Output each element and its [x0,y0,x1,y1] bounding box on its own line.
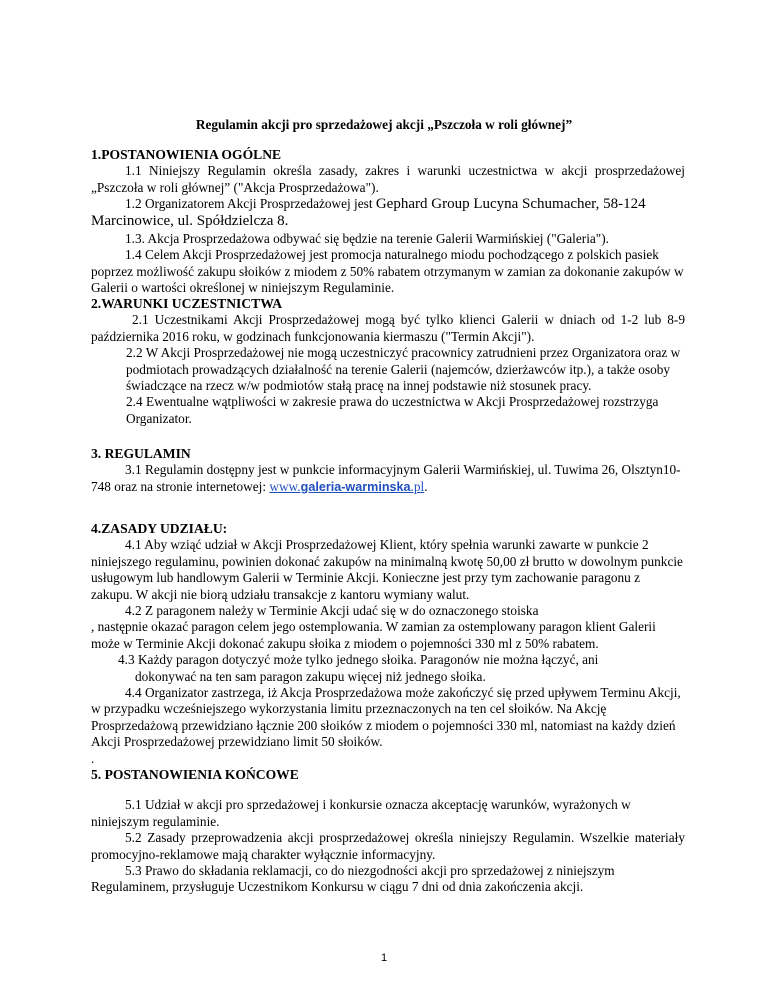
section-heading: 5. POSTANOWIENIA KOŃCOWE [91,767,299,782]
paragraph-2-4: 2.4 Ewentualne wątpliwości w zakresie prawa do uczestnictwa w Akcji Prosprzedażowej rozstrzyga Organizator. [126,394,659,426]
section-participation [91,296,685,427]
paragraph-5-2: 5.2 Zasady przeprowadzenia akcji prosprzedażowej określa niniejszy Regulamin. Wszelkie materiały promocyjno-reklamowe mają charakter wyłącznie informacyjny. [91,830,685,862]
paragraph-5-3: 5.3 Prawo do składania reklamacji, co do niezgodności akcji pro sprzedażowej z niniejszym Regulaminem, przysługuje Uczestnikom Konkursu w ciągu 7 dni od dnia zakończenia akcji. [91,863,615,895]
paragraph-3-1: 3.1 Regulamin dostępny jest w punkcie informacyjnym Galerii Warmińskiej, ul. Tuwima 26, Olsztyn10-748 oraz na stronie internetowej: www.galeria-warminska.pl. [91,462,681,494]
regulations-text: 3.1 Regulamin dostępny jest w punkcie informacyjnym Galerii Warmińskiej, ul. Tuwima 26, Olsztyn10-748 oraz na stronie internetowej: [91,462,681,494]
section-final-provisions [91,767,685,896]
website-link[interactable]: www.galeria-warminska.pl [269,478,425,494]
paragraph-4-1: 4.1 Aby wziąć udział w Akcji Prosprzedażowej Klient, który spełnia warunki zawarte w punkcie 2 niniejszego regulaminu, powinien dokonać zakupów na minimalną kwotę 50,00 zł brutto w dowolnym punkcie usługowym lub handlowym Galerii w Terminie Akcji. Konieczne jest przy tym zachowanie paragonu z zakupu. W akcji nie biorą udziału transakcje z kantoru wymiany walut. [91,537,683,602]
page-number: 1 [380,952,388,964]
document-title: Regulamin akcji pro sprzedażowej akcji „Pszczoła w roli głównej” [195,117,573,132]
paragraph-2-1: 2.1 Uczestnikami Akcji Prosprzedażowej mogą być tylko klienci Galerii w dniach od 1-2 lub 8-9 października 2016 roku, w godzinach funkcjonowania kiermaszu ("Termin Akcji"). [91,312,685,344]
section-general-provisions [91,147,685,297]
paragraph-1-2 [91,196,685,229]
paragraph-4-2a: 4.2 Z paragonem należy w Terminie Akcji udać się w do oznaczonego stoiska [125,603,539,619]
paragraph-5-1: 5.1 Udział w akcji pro sprzedażowej i konkursie oznacza akceptację warunków, wyrażonych w niniejszym regulaminie. [91,797,631,829]
paragraph-1-3: 1.3. Akcja Prosprzedażowa odbywać się będzie na terenie Galerii Warmińskiej ("Galeria"). [125,231,609,247]
paragraph-1-1: 1.1 Niniejszy Regulamin określa zasady, zakres i warunki uczestnictwa w akcji prosprzedażowej „Pszczoła w roli głównej” ("Akcja Prosprzedażowa"). [91,163,685,195]
paragraph-4-4: 4.4 Organizator zastrzega, iż Akcja Prosprzedażowa może zakończyć się przed upływem Terminu Akcji, w przypadku wcześniejszego wykorzystania limitu przeznaczonych na ten cel słoików. Na Akcję Prosprzedażową przewidziano łącznie 200 słoików z miodem o pojemności 330 ml, natomiast na każdy dzień Akcji Prosprzedażowej przewidziano limit 50 słoików. [91,685,681,750]
section-heading: 4.ZASADY UDZIAŁU: [91,521,228,536]
paragraph-4-3: 4.3 Każdy paragon dotyczyć może tylko jednego słoika. Paragonów nie można łączyć, ani dokonywać na ten sam paragon zakupu więcej niż jednego słoika. [118,652,599,684]
organizer-name: Gephard Group Lucyna Schumacher, 58-124 Marcinowice, ul. Spółdzielcza 8. [91,196,646,229]
section-heading: 1.POSTANOWIENIA OGÓLNE [91,147,282,162]
section-heading: 2.WARUNKI UCZESTNICTWA [91,296,283,311]
paragraph-1-4: 1.4 Celem Akcji Prosprzedażowej jest promocja naturalnego miodu pochodzącego z polskich pasiek poprzez możliwość zakupu słoików z miodem z 50% rabatem otrzymanym w zamian za dokonanie zakupów w Galerii o wartości określonej w niniejszym Regulaminie. [91,247,684,296]
paragraph-2-2: 2.2 W Akcji Prosprzedażowej nie mogą uczestniczyć pracownicy zatrudnieni przez Organizatora oraz w podmiotach prowadzących działalność na terenie Galerii (najemców, dzierżawców itp.), a także osoby świadczące na rzecz w/w podmiotów stałą pracę na innej podstawie niż stosunek pracy. [126,345,681,394]
trailing-dot: . [91,750,95,766]
section-regulations [91,446,685,495]
section-heading: 3. REGULAMIN [91,446,191,461]
organizer-label: 1.2 Organizatorem Akcji Prosprzedażowej jest [125,196,376,212]
paragraph-4-2b: , następnie okazać paragon celem jego ostemplowania. W zamian za ostemplowany paragon klient Galerii może w Terminie Akcji dokonać zakupu słoika z miodem o pojemności 330 ml z 50% rabatem. [91,619,656,651]
section-participation-rules [91,521,685,767]
paragraph-block-2 [91,345,685,427]
